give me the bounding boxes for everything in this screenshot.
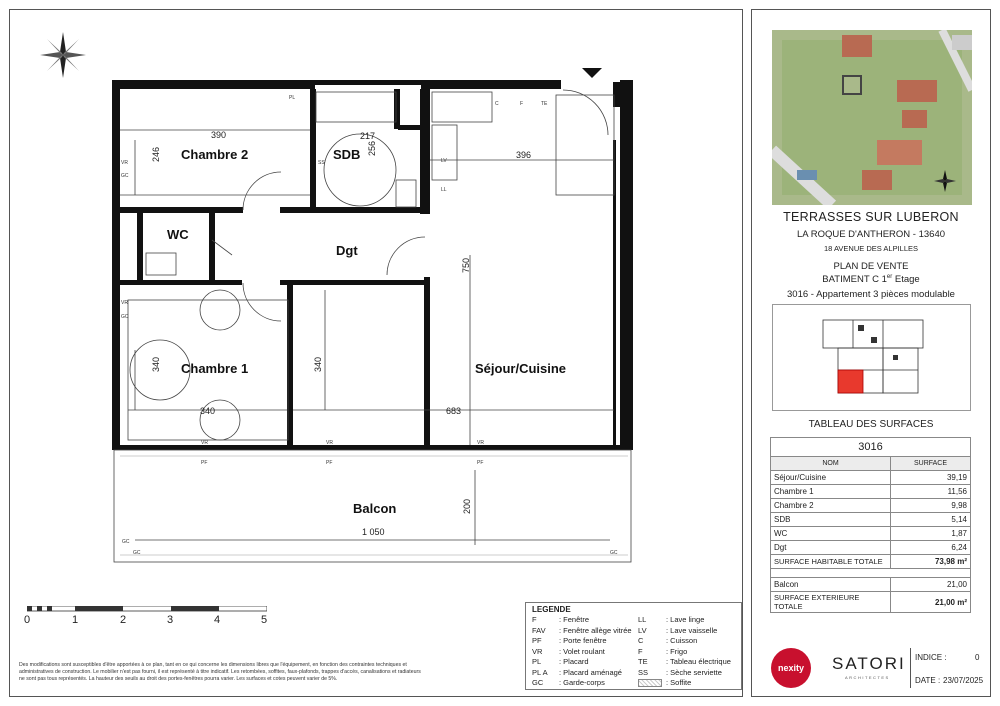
col-name-header: NOM: [771, 457, 891, 471]
legend-label: : Lave vaisselle: [666, 625, 718, 635]
disclaimer-text: Des modifications sont susceptibles d'être apportées à ce plan, tant en ce qui concerne les dimensions libres que l'équipement, en fonction des contraintes techniques et administratives de construction. Le mobilier n'est pas fourni, il est représenté à titre indicatif. Les retombées, soffites, faux-plafonds, trappes d'accès, canalisations et radiateurs ne sont pas tous représentés. La hauteur des seuils au droit des portes-fenêtres pourra varier. Les surfaces et cotes peuvent varier de 5%.: [19, 662, 421, 682]
code-label: PF: [477, 460, 484, 466]
legend-label: : Frigo: [666, 646, 688, 656]
legend-code: PL: [532, 657, 542, 666]
code-label: C: [495, 101, 499, 107]
surface-row-value: 9,98: [891, 499, 971, 513]
project-address: 18 AVENUE DES ALPILLES: [823, 244, 919, 253]
total-ext-row: [771, 592, 971, 613]
surface-row: [771, 527, 971, 541]
nexity-logo: nexity: [771, 648, 811, 688]
surface-row-value: 5,14: [891, 513, 971, 527]
building-suffix: Etage: [892, 274, 920, 286]
building-prefix: BATIMENT C 1: [822, 274, 887, 286]
legend-label: : Volet roulant: [559, 646, 605, 656]
indice-value: 0: [975, 653, 980, 662]
room-label-chambre2: Chambre 2: [181, 147, 249, 162]
surface-row-name: Chambre 1: [771, 485, 891, 499]
room-label-wc: WC: [167, 227, 189, 242]
unit-highlight: [838, 370, 863, 393]
code-label: GC: [122, 539, 130, 545]
scale-label-1: 1: [72, 614, 79, 626]
project-city: LA ROQUE D'ANTHERON - 13640: [796, 229, 946, 240]
scale-label-0: 0: [24, 614, 31, 626]
dimension-label: 256: [367, 140, 377, 156]
legend-code: GC: [532, 678, 544, 687]
dimension-label: 750: [461, 257, 471, 273]
spacer-row: [771, 569, 971, 578]
building-floor: [752, 274, 990, 285]
code-label: VR: [201, 440, 208, 446]
scale-label-3: 3: [167, 614, 174, 626]
dimension-label: 396: [516, 150, 532, 160]
scale-bar-graphic: [27, 606, 267, 616]
surface-row-value: 6,24: [891, 541, 971, 555]
satori-logo: SATORI: [832, 654, 906, 673]
legend-label: : Placard: [559, 657, 589, 666]
unit-description: 3016 - Appartement 3 pièces modulable: [787, 289, 955, 300]
code-label: PF: [201, 460, 208, 466]
col-surface-header: SURFACE: [891, 457, 971, 471]
total-ext-label: SURFACE EXTERIEURE TOTALE: [771, 592, 891, 613]
dimension-label: 340: [151, 356, 161, 372]
code-label: PF: [326, 460, 333, 466]
surface-row-value: 11,56: [891, 485, 971, 499]
code-label: GC: [133, 550, 141, 556]
legend-code: FAV: [532, 625, 546, 635]
code-label: LV: [441, 158, 447, 164]
room-label-chambre1: Chambre 1: [181, 361, 249, 376]
legend-title: LEGENDE: [532, 605, 571, 614]
legend-label: : Garde-corps: [559, 678, 605, 687]
legend-box: [525, 602, 742, 690]
project-name: TERRASSES SUR LUBERON: [783, 210, 959, 224]
surface-row-name: WC: [771, 527, 891, 541]
code-label: VR: [477, 440, 484, 446]
legend-code: PL A: [532, 667, 548, 677]
code-label: VR: [326, 440, 333, 446]
legend-label: : Tableau électrique: [666, 657, 731, 666]
total-habitable-row: [771, 555, 971, 569]
plan-type: PLAN DE VENTE: [833, 261, 909, 272]
date-label: DATE :: [915, 676, 941, 685]
dimension-label: 217: [360, 131, 376, 141]
legend-code: LL: [638, 615, 647, 624]
dimension-label: 1 050: [362, 527, 385, 537]
legend-label: : Soffite: [666, 678, 692, 687]
code-label: PL: [289, 95, 296, 101]
balcon-row: [771, 578, 971, 592]
balcon-value: 21,00: [891, 578, 971, 592]
dimension-label: 340: [200, 406, 216, 416]
legend-code: VR: [532, 646, 543, 656]
north-arrow-icon: [934, 170, 956, 192]
legend-label: : Cuisson: [666, 636, 698, 645]
surface-row-name: SDB: [771, 513, 891, 527]
dimension-label: 390: [211, 130, 227, 140]
surface-row-name: Dgt: [771, 541, 891, 555]
indice-label: INDICE :: [915, 653, 947, 662]
key-plan-image: [813, 315, 933, 400]
surfaces-table: [770, 437, 971, 613]
code-label: GC: [121, 314, 129, 320]
surfaces-title: TABLEAU DES SURFACES: [808, 419, 934, 430]
unit-code-cell: 3016: [771, 438, 971, 457]
room-label-sejour: Séjour/Cuisine: [475, 361, 567, 376]
legend-code: F: [532, 615, 537, 624]
legend-code: PF: [532, 636, 542, 645]
unit-code-row: [771, 438, 971, 457]
code-label: SS: [318, 160, 325, 166]
date-value: 23/07/2025: [943, 676, 984, 685]
dimension-label: 200: [462, 498, 472, 514]
code-label: VR: [121, 300, 128, 306]
legend-label: : Porte fenêtre: [559, 636, 607, 645]
surfaces-header-row: [771, 457, 971, 471]
legend-label: : Placard aménagé: [559, 667, 622, 677]
legend-code: LV: [638, 625, 647, 635]
balcon-label: Balcon: [771, 578, 891, 592]
legend-label: : Sèche serviette: [666, 667, 722, 677]
surface-row-value: 39,19: [891, 471, 971, 485]
satori-logo-sub: ARCHITECTES: [845, 675, 890, 680]
room-label-dgt: Dgt: [336, 243, 358, 258]
legend-code: C: [638, 636, 644, 645]
room-label-balcon: Balcon: [353, 501, 397, 516]
building-sup: er: [886, 274, 893, 280]
scale-label-5: 5: [261, 614, 268, 626]
surface-row: [771, 485, 971, 499]
code-label: LL: [441, 187, 447, 193]
total-habitable-label: SURFACE HABITABLE TOTALE: [771, 555, 891, 569]
surface-row: [771, 471, 971, 485]
scale-label-4: 4: [214, 614, 221, 626]
surface-row-name: Séjour/Cuisine: [771, 471, 891, 485]
scale-label-2: 2: [120, 614, 127, 626]
legend-label: : Fenêtre allège vitrée: [559, 625, 632, 635]
surface-row-name: Chambre 2: [771, 499, 891, 513]
code-label: F: [520, 101, 524, 107]
surface-row-value: 1,87: [891, 527, 971, 541]
dimension-label: 246: [151, 146, 161, 162]
dimension-label: 340: [313, 356, 323, 372]
room-label-sdb: SDB: [333, 147, 361, 162]
total-habitable-value: 73,98 m²: [891, 555, 971, 569]
legend-code: TE: [638, 657, 648, 666]
surface-row: [771, 499, 971, 513]
code-label: GC: [121, 173, 129, 179]
legend-code: SS: [638, 667, 649, 677]
legend-code: F: [638, 646, 643, 656]
scale-bar: [24, 603, 268, 626]
surface-row: [771, 513, 971, 527]
legend-label: : Fenêtre: [559, 615, 590, 624]
dimension-label: 683: [446, 406, 462, 416]
key-plan-frame: [772, 304, 971, 411]
code-label: GC: [610, 550, 618, 556]
footer-divider: [910, 648, 911, 688]
legend-label: : Lave linge: [666, 615, 705, 624]
code-label: VR: [121, 160, 128, 166]
total-ext-value: 21,00 m²: [891, 592, 971, 613]
soffite-swatch: [638, 679, 662, 687]
surface-row: [771, 541, 971, 555]
code-label: TE: [541, 101, 548, 107]
